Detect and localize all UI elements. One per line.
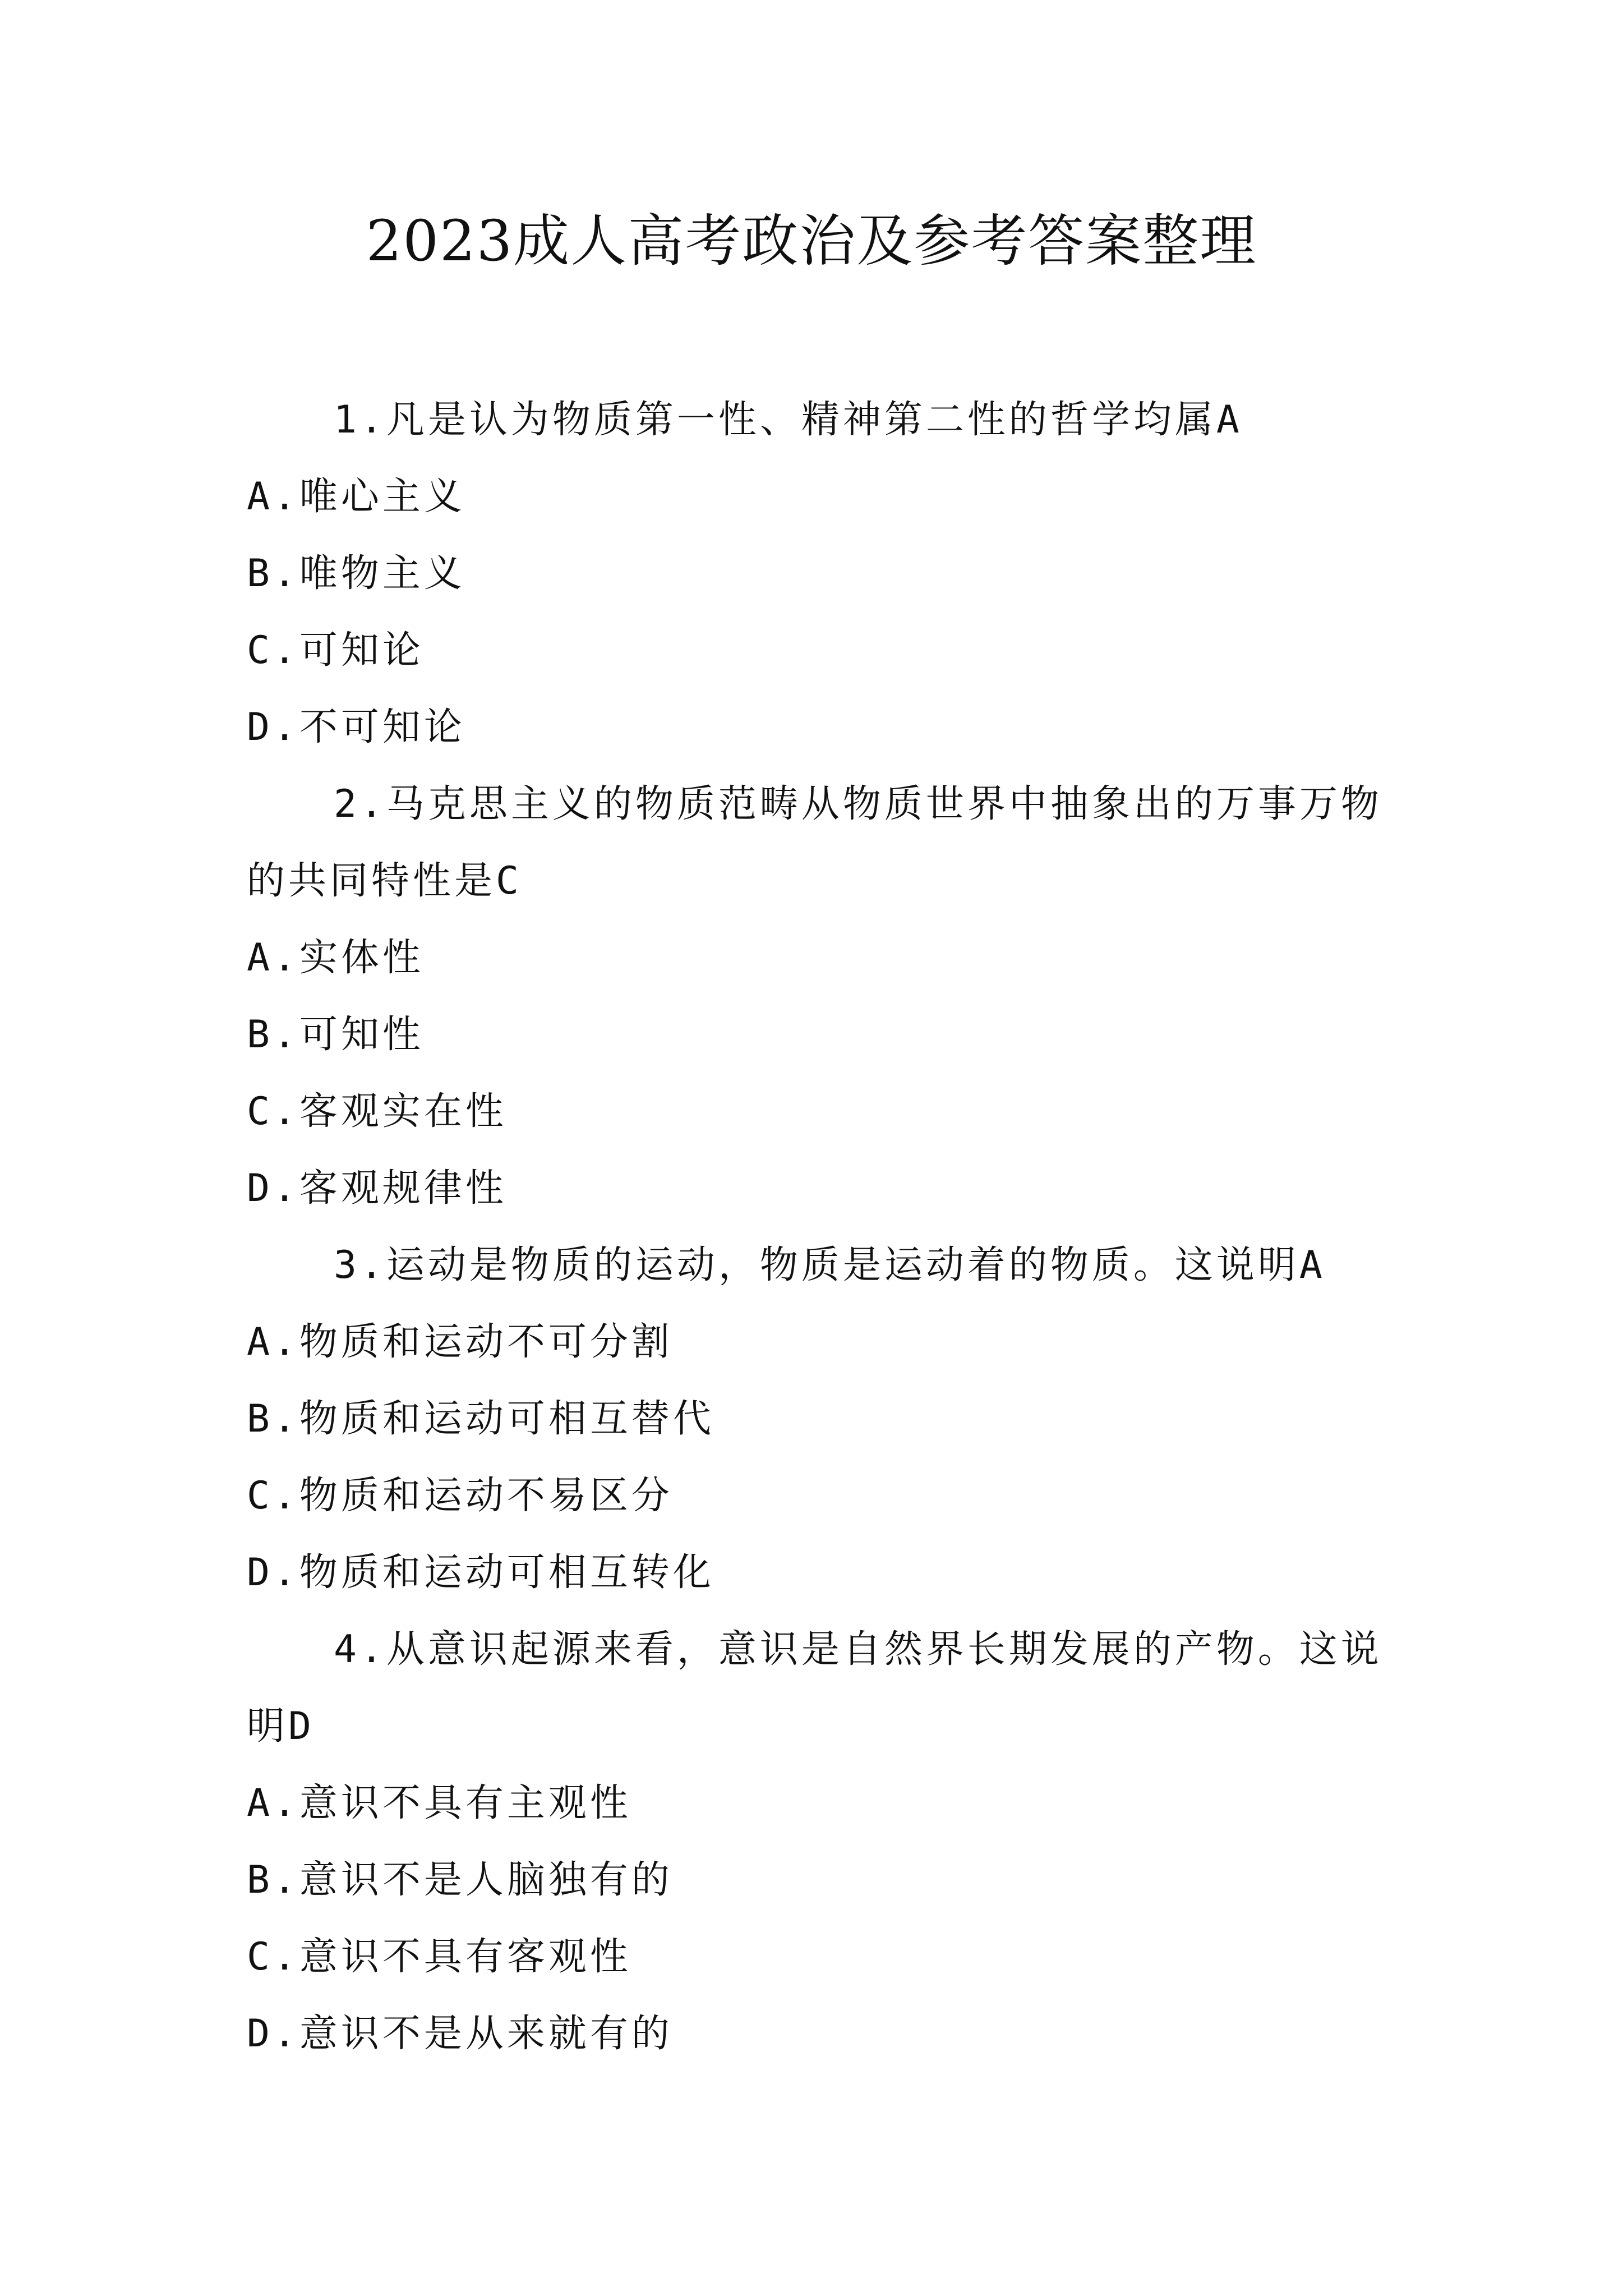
question-option: B.物质和运动可相互替代 [247,1397,714,1441]
question-option: D.不可知论 [247,705,465,749]
question-option: D.意识不是从来就有的 [247,2012,673,2056]
question-option: A.实体性 [247,936,424,980]
question-option: A.物质和运动不可分割 [247,1320,673,1364]
question-stem: 3.运动是物质的运动，物质是运动着的物质。这说明A [334,1243,1326,1287]
question-option: A.意识不具有主观性 [247,1781,631,1825]
question-stem: 2.马克思主义的物质范畴从物质世界中抽象出的万事万物的共同特性是C [247,782,1382,903]
question-option: B.可知性 [247,1013,424,1057]
question-stem: 4.从意识起源来看，意识是自然界长期发展的产物。这说明D [247,1627,1382,1749]
question-option: B.唯物主义 [247,551,465,596]
document-title: 2023成人高考政治及参考答案整理 [366,208,1257,274]
question-option: D.客观规律性 [247,1166,507,1211]
question-option: C.可知论 [247,628,424,673]
question-option: C.意识不具有客观性 [247,1935,631,1979]
question-option: B.意识不是人脑独有的 [247,1858,673,1902]
question-option: D.物质和运动可相互转化 [247,1550,714,1595]
question-option: C.客观实在性 [247,1089,507,1134]
question-option: A.唯心主义 [247,475,465,519]
question-stem: 1.凡是认为物质第一性、精神第二性的哲学均属A [334,398,1243,442]
question-list [247,381,1385,2072]
question-option: C.物质和运动不易区分 [247,1474,673,1518]
